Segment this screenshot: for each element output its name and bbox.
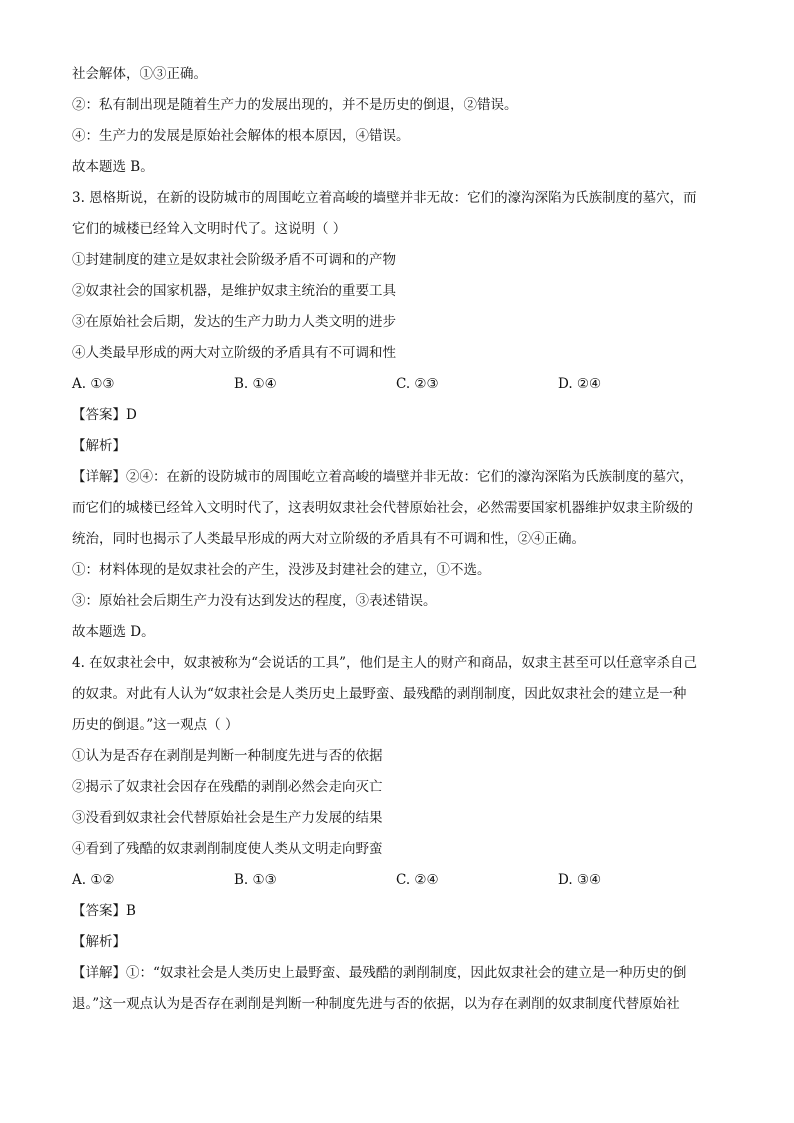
question-4-options <box>72 870 728 890</box>
question-4-statement: ①认为是否存在剥削是判断一种制度先进与否的依据 <box>72 748 383 764</box>
question-3-detail: 故本题选 D。 <box>72 624 155 640</box>
question-3-answer: 【答案】D <box>72 407 137 423</box>
question-3-stem: 3. 恩格斯说，在新的设防城市的周围屹立着高峻的墙壁并非无故：它们的濠沟深陷为氏族制度的墓穴，而 <box>72 190 697 206</box>
question-4-answer: 【答案】B <box>72 903 136 919</box>
question-3-detail: 而它们的城楼已经耸入文明时代了，这表明奴隶社会代替原始社会，必然需要国家机器维护奴隶主阶级的 <box>72 500 693 516</box>
option-d: D. ③④ <box>558 872 602 888</box>
question-4-statement: ③没看到奴隶社会代替原始社会是生产力发展的结果 <box>72 810 383 826</box>
question-3-statement: ③在原始社会后期，发达的生产力助力人类文明的进步 <box>72 314 396 330</box>
question-3-stem: 它们的城楼已经耸入文明时代了。这说明（ ） <box>72 221 347 237</box>
text-line: 故本题选 B。 <box>72 159 154 175</box>
text-line: 社会解体，①③正确。 <box>72 66 207 82</box>
question-3-analysis-heading: 【解析】 <box>72 438 126 454</box>
question-3-detail: 【详解】②④：在新的设防城市的周围屹立着高峻的墙壁并非无故：它们的濠沟深陷为氏族制度的墓穴， <box>72 469 693 485</box>
text-line: ④：生产力的发展是原始社会解体的根本原因，④错误。 <box>72 128 410 144</box>
question-3-detail: ③：原始社会后期生产力没有达到发达的程度，③表述错误。 <box>72 593 437 609</box>
document-page <box>72 64 728 1014</box>
question-4-statement: ④看到了残酷的奴隶剥削制度使人类从文明走向野蛮 <box>72 841 383 857</box>
option-d: D. ②④ <box>558 376 602 392</box>
option-b: B. ①④ <box>234 376 277 392</box>
question-4-stem: 4. 在奴隶社会中，奴隶被称为“会说话的工具”，他们是主人的财产和商品，奴隶主甚至可以任意宰杀自己 <box>72 655 697 671</box>
question-4-analysis-heading: 【解析】 <box>72 934 126 950</box>
question-4-detail: 【详解】①：“奴隶社会是人类历史上最野蛮、最残酷的剥削制度，因此奴隶社会的建立是一种历史的倒 <box>72 965 687 981</box>
question-3-statement: ②奴隶社会的国家机器，是维护奴隶主统治的重要工具 <box>72 283 396 299</box>
option-b: B. ①③ <box>234 872 277 888</box>
question-4-stem: 历史的倒退。”这一观点（ ） <box>72 717 239 733</box>
question-3-detail: ①：材料体现的是奴隶社会的产生，没涉及封建社会的建立，①不选。 <box>72 562 491 578</box>
option-c: C. ②④ <box>396 872 439 888</box>
option-a: A. ①② <box>72 872 115 888</box>
option-c: C. ②③ <box>396 376 439 392</box>
question-3-detail: 统治，同时也揭示了人类最早形成的两大对立阶级的矛盾具有不可调和性，②④正确。 <box>72 531 585 547</box>
question-3-statement: ④人类最早形成的两大对立阶级的矛盾具有不可调和性 <box>72 345 396 361</box>
option-a: A. ①③ <box>72 376 115 392</box>
text-line: ②：私有制出现是随着生产力的发展出现的，并不是历史的倒退，②错误。 <box>72 97 518 113</box>
question-4-stem: 的奴隶。对此有人认为“奴隶社会是人类历史上最野蛮、最残酷的剥削制度，因此奴隶社会的建立是一种 <box>72 686 687 702</box>
question-3-statement: ①封建制度的建立是奴隶社会阶级矛盾不可调和的产物 <box>72 252 396 268</box>
question-3-options <box>72 374 728 394</box>
question-4-detail: 退。”这一观点认为是否存在剥削是判断一种制度先进与否的依据，以为存在剥削的奴隶制度代替原始社 <box>72 996 680 1012</box>
question-4-statement: ②揭示了奴隶社会因存在残酷的剥削必然会走向灭亡 <box>72 779 383 795</box>
